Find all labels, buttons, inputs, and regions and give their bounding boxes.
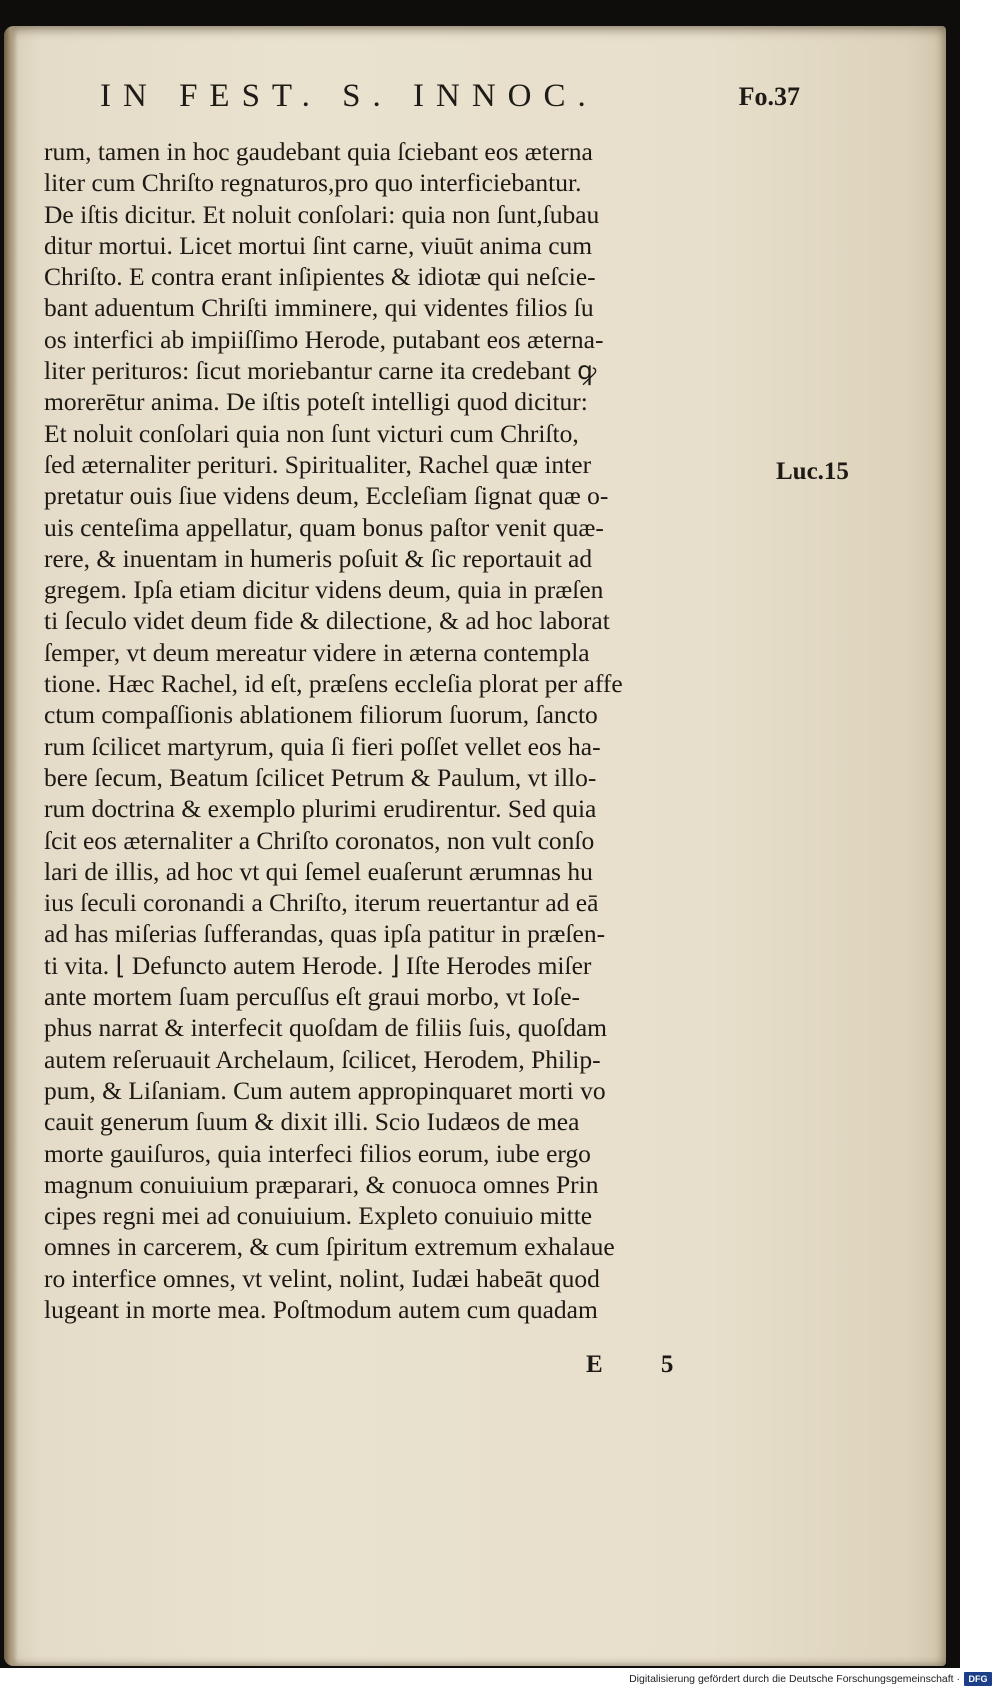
text-line: Et noluit conſolari quia non ſunt victuri cum Chriſto, <box>44 418 579 448</box>
text-line: tione. Hæc Rachel, id eſt, præſens eccleſia plorat per affe <box>44 669 623 699</box>
body-text <box>44 136 754 1325</box>
text-line: omnes in carcerem, & cum ſpiritum extremum exhalaue <box>44 1232 615 1262</box>
text-line: lugeant in morte mea. Poſtmodum autem cum quadam <box>44 1294 598 1324</box>
text-line: lari de illis, ad hoc vt qui ſemel euaſerunt ærumnas hu <box>44 856 593 886</box>
text-line: ad has miſerias ſufferandas, quas ipſa patitur in præſen- <box>44 919 606 949</box>
running-head <box>100 78 800 122</box>
text-line: ſemper, vt deum mereatur videre in æterna contempla <box>44 637 590 667</box>
text-line: Chriſto. E contra erant inſipientes & idiotæ qui neſcie- <box>44 262 596 292</box>
text-line: uis centeſima appellatur, quam bonus paſtor venit quæ- <box>44 512 604 542</box>
text-line: bere ſecum, Beatum ſcilicet Petrum & Paulum, vt illo- <box>44 762 597 792</box>
text-line: rum ſcilicet martyrum, quia ſi fieri poſſet vellet eos ha- <box>44 731 601 761</box>
text-line: ſed æternaliter perituri. Spiritualiter, Rachel quæ inter <box>44 449 592 479</box>
text-line: ro interfice omnes, vt velint, nolint, Iudæi habeāt quod <box>44 1263 600 1293</box>
text-line: ius ſeculi coronandi a Chriſto, iterum reuertantur ad eā <box>44 888 599 918</box>
text-line: phus narrat & interfecit quoſdam de filiis ſuis, quoſdam <box>44 1013 608 1043</box>
text-line: ſcit eos æternaliter a Chriſto coronatos, non vult conſo <box>44 825 595 855</box>
text-line: morerētur anima. De iſtis poteſt intelligi quod dicitur: <box>44 387 588 417</box>
text-line: rere, & inuentam in humeris poſuit & ſic reportauit ad <box>44 543 593 573</box>
text-line: magnum conuiuium præparari, & conuoca omnes Prin <box>44 1169 599 1199</box>
text-line: gregem. Ipſa etiam dicitur videns deum, quia in præſen <box>44 575 604 605</box>
signature-mark: E 5 <box>586 1351 700 1378</box>
text-line: ante mortem ſuam percuſſus eſt graui morbo, vt Ioſe- <box>44 982 581 1012</box>
text-line: pum, & Liſaniam. Cum autem appropinquaret morti vo <box>44 1075 606 1105</box>
text-line: ctum compaſſionis ablationem filiorum ſuorum, ſancto <box>44 700 598 730</box>
dfg-logo: DFG <box>964 1672 992 1686</box>
text-line: De iſtis dicitur. Et noluit conſolari: quia non ſunt,ſubau <box>44 199 600 229</box>
text-line: bant aduentum Chriſti imminere, qui videntes filios ſu <box>44 293 594 323</box>
text-line: cauit generum ſuum & dixit illi. Scio Iudæos de mea <box>44 1107 580 1137</box>
text-line: rum doctrina & exemplo plurimi erudirentur. Sed quia <box>44 794 597 824</box>
credit-text: Digitalisierung gefördert durch die Deutsche Forschungsgemeinschaft · <box>629 1673 960 1685</box>
text-line: ti ſeculo videt deum fide & dilectione, & ad hoc laborat <box>44 606 610 636</box>
text-line: liter cum Chriſto regnaturos,pro quo interficiebantur. <box>44 168 582 198</box>
text-line: liter perituros: ſicut moriebantur carne ita credebant ꝙ <box>44 356 597 386</box>
running-head-title: IN FEST. S. INNOC. <box>100 78 598 114</box>
text-line: rum, tamen in hoc gaudebant quia ſciebant eos æterna <box>44 137 593 166</box>
marginal-note: Luc.15 <box>776 458 849 485</box>
digitization-credit <box>629 1670 992 1688</box>
text-line: os interfici ab impiiſſimo Herode, putabant eos æterna- <box>44 324 604 354</box>
book-page <box>4 26 946 1666</box>
text-line: morte gauiſuros, quia interfeci filios eorum, iube ergo <box>44 1138 591 1168</box>
text-line: ti vita. ⌊ Defuncto autem Herode. ⌋ Iſte Herodes miſer <box>44 950 592 980</box>
folio-number: Fo.37 <box>738 82 800 111</box>
text-line: ditur mortui. Licet mortui ſint carne, viuūt anima cum <box>44 230 593 260</box>
text-line: autem reſeruauit Archelaum, ſcilicet, Herodem, Philip- <box>44 1044 601 1074</box>
text-line: pretatur ouis ſiue videns deum, Eccleſiam ſignat quæ o- <box>44 481 609 511</box>
text-line: cipes regni mei ad conuiuium. Expleto conuiuio mitte <box>44 1201 593 1231</box>
page-binding-edge <box>4 26 18 1666</box>
